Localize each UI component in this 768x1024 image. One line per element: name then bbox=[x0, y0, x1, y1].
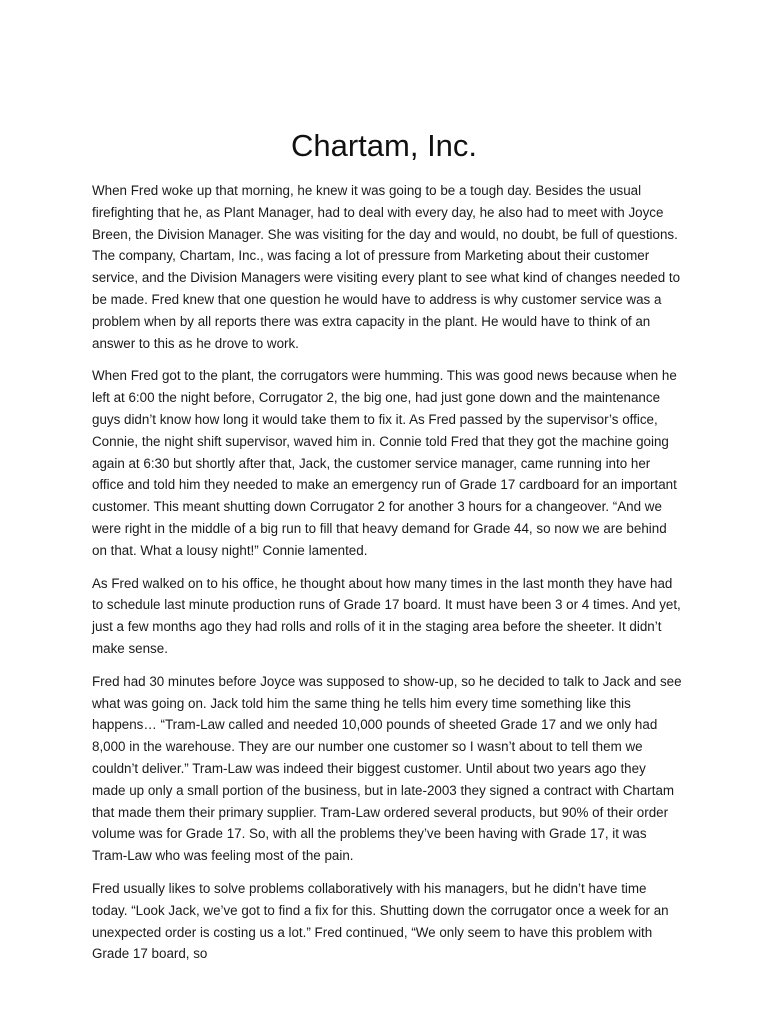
document-body bbox=[92, 180, 682, 976]
page-title: Chartam, Inc. bbox=[290, 128, 478, 163]
paragraph-5: Fred usually likes to solve problems collaboratively with his managers, but he didn’t have time today. “Look Jack, we’ve got to find a fix for this. Shutting down the corrugator once a week for an unexpected order is costing us a lot.” Fred continued, “We only seem to have this problem with Grade 17 board, so bbox=[92, 880, 669, 962]
paragraph-3: As Fred walked on to his office, he thought about how many times in the last month they have had to schedule last minute production runs of Grade 17 board. It must have been 3 or 4 times. And yet, just a few months ago they had rolls and rolls of it in the staging area before the sheeter. It didn’t make sense. bbox=[92, 575, 681, 656]
paragraph-2: When Fred got to the plant, the corrugators were humming. This was good news because when he left at 6:00 the night before, Corrugator 2, the big one, had just gone down and the maintenance guys didn’t know how long it would take them to fix it. As Fred passed by the supervisor’s office, Connie, the night shift supervisor, waved him in. Connie told Fred that they got the machine going again at 6:30 but shortly after that, Jack, the customer service manager, came running into her office and told him they needed to make an emergency run of Grade 17 cardboard for an important customer. This meant shutting down Corrugator 2 for another 3 hours for a changeover. “And we were right in the middle of a big run to fill that heavy demand for Grade 44, so now we are behind on that. What a lousy night!” Connie lamented. bbox=[92, 368, 677, 558]
paragraph-1: When Fred woke up that morning, he knew it was going to be a tough day. Besides the usual firefighting that he, as Plant Manager, had to deal with every day, he also had to meet with Joyce Breen, the Division Manager. She was visiting for the day and would, no doubt, be full of questions. The company, Chartam, Inc., was facing a lot of pressure from Marketing about their customer service, and the Division Managers were visiting every plant to see what kind of changes needed to be made. Fred knew that one question he would have to address is why customer service was a problem when by all reports there was extra capacity in the plant. He would have to think of an answer to this as he drove to work. bbox=[92, 183, 681, 351]
paragraph-4: Fred had 30 minutes before Joyce was supposed to show-up, so he decided to talk to Jack and see what was going on. Jack told him the same thing he tells him every time something like this happens… “Tram-Law called and needed 10,000 pounds of sheeted Grade 17 and we only had 8,000 in the warehouse. They are our number one customer so I wasn’t about to tell them we couldn’t deliver.” Tram-Law was indeed their biggest customer. Until about two years ago they made up only a small portion of the business, but in late-2003 they signed a contract with Chartam that made them their primary supplier. Tram-Law ordered several products, but 90% of their order volume was for Grade 17. So, with all the problems they’ve been having with Grade 17, it was Tram-Law who was feeling most of the pain. bbox=[92, 673, 682, 864]
